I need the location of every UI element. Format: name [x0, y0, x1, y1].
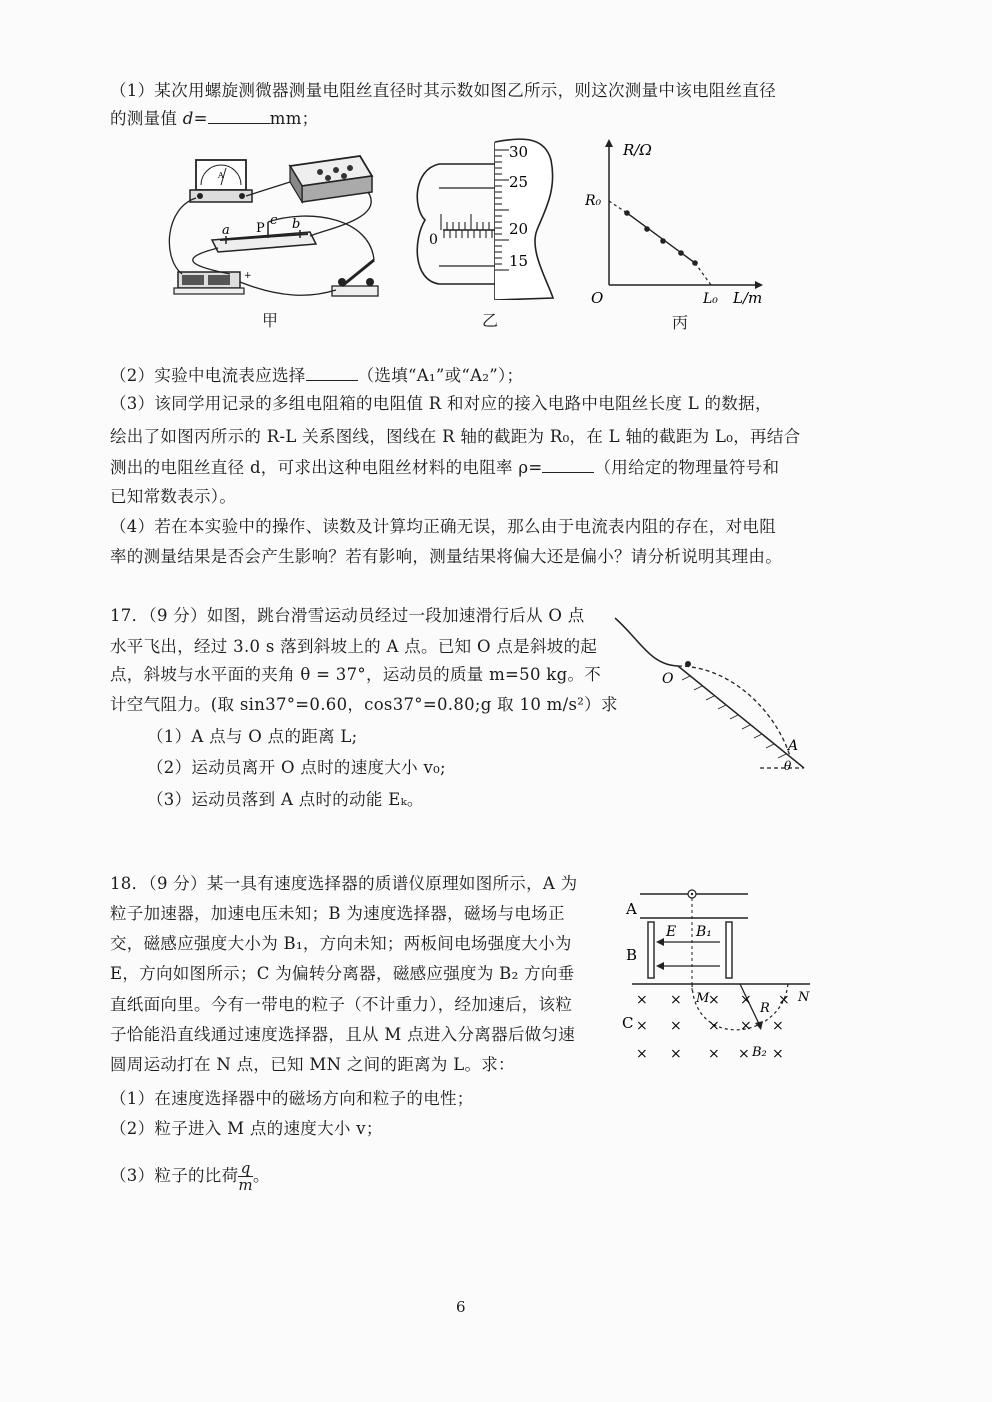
battery-plus: +: [244, 271, 252, 281]
sleeve-zero-label: 0: [429, 232, 438, 248]
q18-sub1: （1）在速度选择器中的磁场方向和粒子的电性；: [110, 1089, 474, 1108]
ammeter-label: A: [218, 171, 224, 180]
q16-part3-line2: 绘出了如图丙所示的 R-L 关系图线，图线在 R 轴的截距为 R₀，在 L 轴的截距为 L₀，再结合: [110, 427, 801, 446]
label-C-separator: C: [622, 1014, 634, 1032]
cross-mark: ×: [738, 1046, 750, 1062]
figure-mass-spectrometer: [612, 880, 822, 1070]
x-intercept-label: L₀: [703, 291, 718, 307]
q17-line1: 17．（9 分）如图，跳台滑雪运动员经过一段加速滑行后从 O 点: [110, 606, 585, 625]
q16-part2: [110, 364, 523, 387]
label-M: M: [696, 991, 710, 1006]
q18-line1: 18．（9 分）某一具有速度选择器的质谱仪原理如图所示，A 为: [110, 874, 578, 893]
q18-sub3-suffix: 。: [252, 1166, 270, 1185]
label-B1: B₁: [696, 924, 712, 940]
label-P: P: [256, 221, 265, 236]
q16-part1-line2: [110, 107, 318, 130]
ski-point-O: O: [662, 671, 674, 687]
cross-mark: ×: [708, 992, 720, 1008]
q17-sub2: （2）运动员离开 O 点时的速度大小 v₀;: [147, 758, 446, 777]
caption-bing: 丙: [672, 313, 689, 332]
q16-part1-line1: （1）某次用螺旋测微器测量电阻丝直径时其示数如图乙所示，则这次测量中该电阻丝直径: [110, 81, 776, 100]
cross-mark: ×: [636, 1046, 648, 1062]
charge-mass-ratio: [238, 1160, 253, 1193]
answer-blank-d[interactable]: [208, 107, 270, 124]
q16-part3-line4: 已知常数表示）。: [110, 487, 237, 506]
thimble-label-30: 30: [509, 143, 529, 161]
fraction-denominator: m: [238, 1176, 253, 1194]
q18-line5: 直纸面向里。今有一带电的粒子（不计重力），经加速后，该粒: [110, 995, 573, 1014]
q17-sub1: （1）A 点与 O 点的距离 L;: [147, 727, 358, 746]
q16-part3-line1: （3）该同学用记录的多组电阻箱的电阻值 R 和对应的接入电路中电阻丝长度 L 的数据，: [110, 394, 772, 413]
figure-RL-graph: [585, 135, 775, 310]
q17-line2: 水平飞出，经过 3.0 s 落到斜坡上的 A 点。已知 O 点是斜坡的起: [110, 637, 598, 656]
q18-sub2: （2）粒子进入 M 点的速度大小 v；: [110, 1119, 383, 1138]
caption-jia: 甲: [262, 311, 279, 330]
q18-line2: 粒子加速器，加速电压未知；B 为速度选择器，磁场与电场正: [110, 904, 565, 923]
q16-part4-line2: 率的测量结果是否会产生影响？若有影响，测量结果将偏大还是偏小？请分析说明其理由。: [110, 547, 782, 566]
q16-var-d: d: [182, 109, 194, 128]
cross-mark: ×: [708, 1018, 720, 1034]
answer-blank-resistivity[interactable]: [542, 456, 594, 473]
cross-mark: ×: [778, 992, 790, 1008]
ski-angle-theta: θ: [784, 759, 792, 773]
y-axis-label: R/Ω: [623, 141, 652, 159]
label-B2: B₂: [752, 1045, 767, 1060]
fraction-numerator: q: [238, 1160, 253, 1177]
q18-sub3-prefix: （3）粒子的比荷: [110, 1166, 239, 1185]
cross-mark: ×: [740, 1018, 752, 1034]
page-number: 6: [456, 1298, 466, 1316]
cross-mark: ×: [670, 1018, 682, 1034]
q18-line4: E，方向如图所示；C 为偏转分离器，磁感应强度为 B₂ 方向垂: [110, 964, 575, 983]
q16-part3-line3: [110, 456, 779, 479]
caption-yi: 乙: [482, 311, 499, 330]
cross-mark: ×: [636, 992, 648, 1008]
cross-mark: ×: [670, 992, 682, 1008]
label-N: N: [798, 990, 810, 1005]
cross-mark: ×: [740, 992, 752, 1008]
x-axis-label: L/m: [733, 289, 763, 307]
q16-equals: =: [193, 109, 208, 128]
q18-line6: 子恰能沿直线通过速度选择器，且从 M 点进入分离器后做匀速: [110, 1025, 576, 1044]
label-E-field: E: [666, 924, 677, 940]
label-R: R: [760, 1001, 770, 1016]
q16-part4-line1: （4）若在本实验中的操作、读数及计算均正确无误，那么由于电流表内阻的存在，对电阻: [110, 517, 776, 536]
label-c: c: [270, 213, 278, 228]
label-a: a: [222, 223, 230, 238]
q18-line3: 交，磁感应强度大小为 B₁，方向未知；两板间电场强度大小为: [110, 934, 572, 953]
thimble-label-25: 25: [509, 173, 529, 191]
origin-label: O: [591, 289, 604, 307]
cross-mark: ×: [636, 1018, 648, 1034]
q18-line7: 圆周运动打在 N 点，已知 MN 之间的距离为 L。求：: [110, 1055, 515, 1074]
label-B-selector: B: [626, 946, 638, 964]
q16-part2-prefix: （2）实验中电流表应选择: [110, 366, 306, 385]
thimble-label-15: 15: [509, 252, 529, 270]
ski-point-A: A: [788, 738, 799, 754]
q18-sub3: [110, 1160, 270, 1193]
label-A-accelerator: A: [626, 900, 637, 918]
label-b: b: [292, 217, 301, 232]
y-intercept-label: R₀: [585, 193, 602, 209]
q16-part1-prefix: 的测量值: [110, 109, 183, 128]
q16-unit-mm: mm；: [269, 109, 319, 128]
q16-part2-suffix: （选填“A₁”或“A₂”）；: [357, 366, 524, 385]
answer-blank-ammeter[interactable]: [306, 364, 358, 381]
figure-circuit: [160, 148, 400, 308]
figure-ski-jump: [610, 610, 810, 775]
cross-mark: ×: [772, 1018, 784, 1034]
q17-sub3: （3）运动员落到 A 点时的动能 Eₖ。: [147, 790, 424, 809]
thimble-label-20: 20: [509, 220, 529, 238]
q17-line4: 计空气阻力。(取 sin37°=0.60，cos37°=0.80;g 取 10 m/s²）求: [110, 695, 618, 714]
q16-part3-prefix: 测出的电阻丝直径 d，可求出这种电阻丝材料的电阻率 ρ=: [110, 458, 543, 477]
q16-part3-suffix: （用给定的物理量符号和: [594, 458, 780, 477]
cross-mark: ×: [708, 1046, 720, 1062]
figure-micrometer: [405, 130, 565, 300]
cross-mark: ×: [670, 1046, 682, 1062]
q17-line3: 点，斜坡与水平面的夹角 θ = 37°，运动员的质量 m=50 kg。不: [110, 665, 602, 684]
cross-mark: ×: [772, 1046, 784, 1062]
